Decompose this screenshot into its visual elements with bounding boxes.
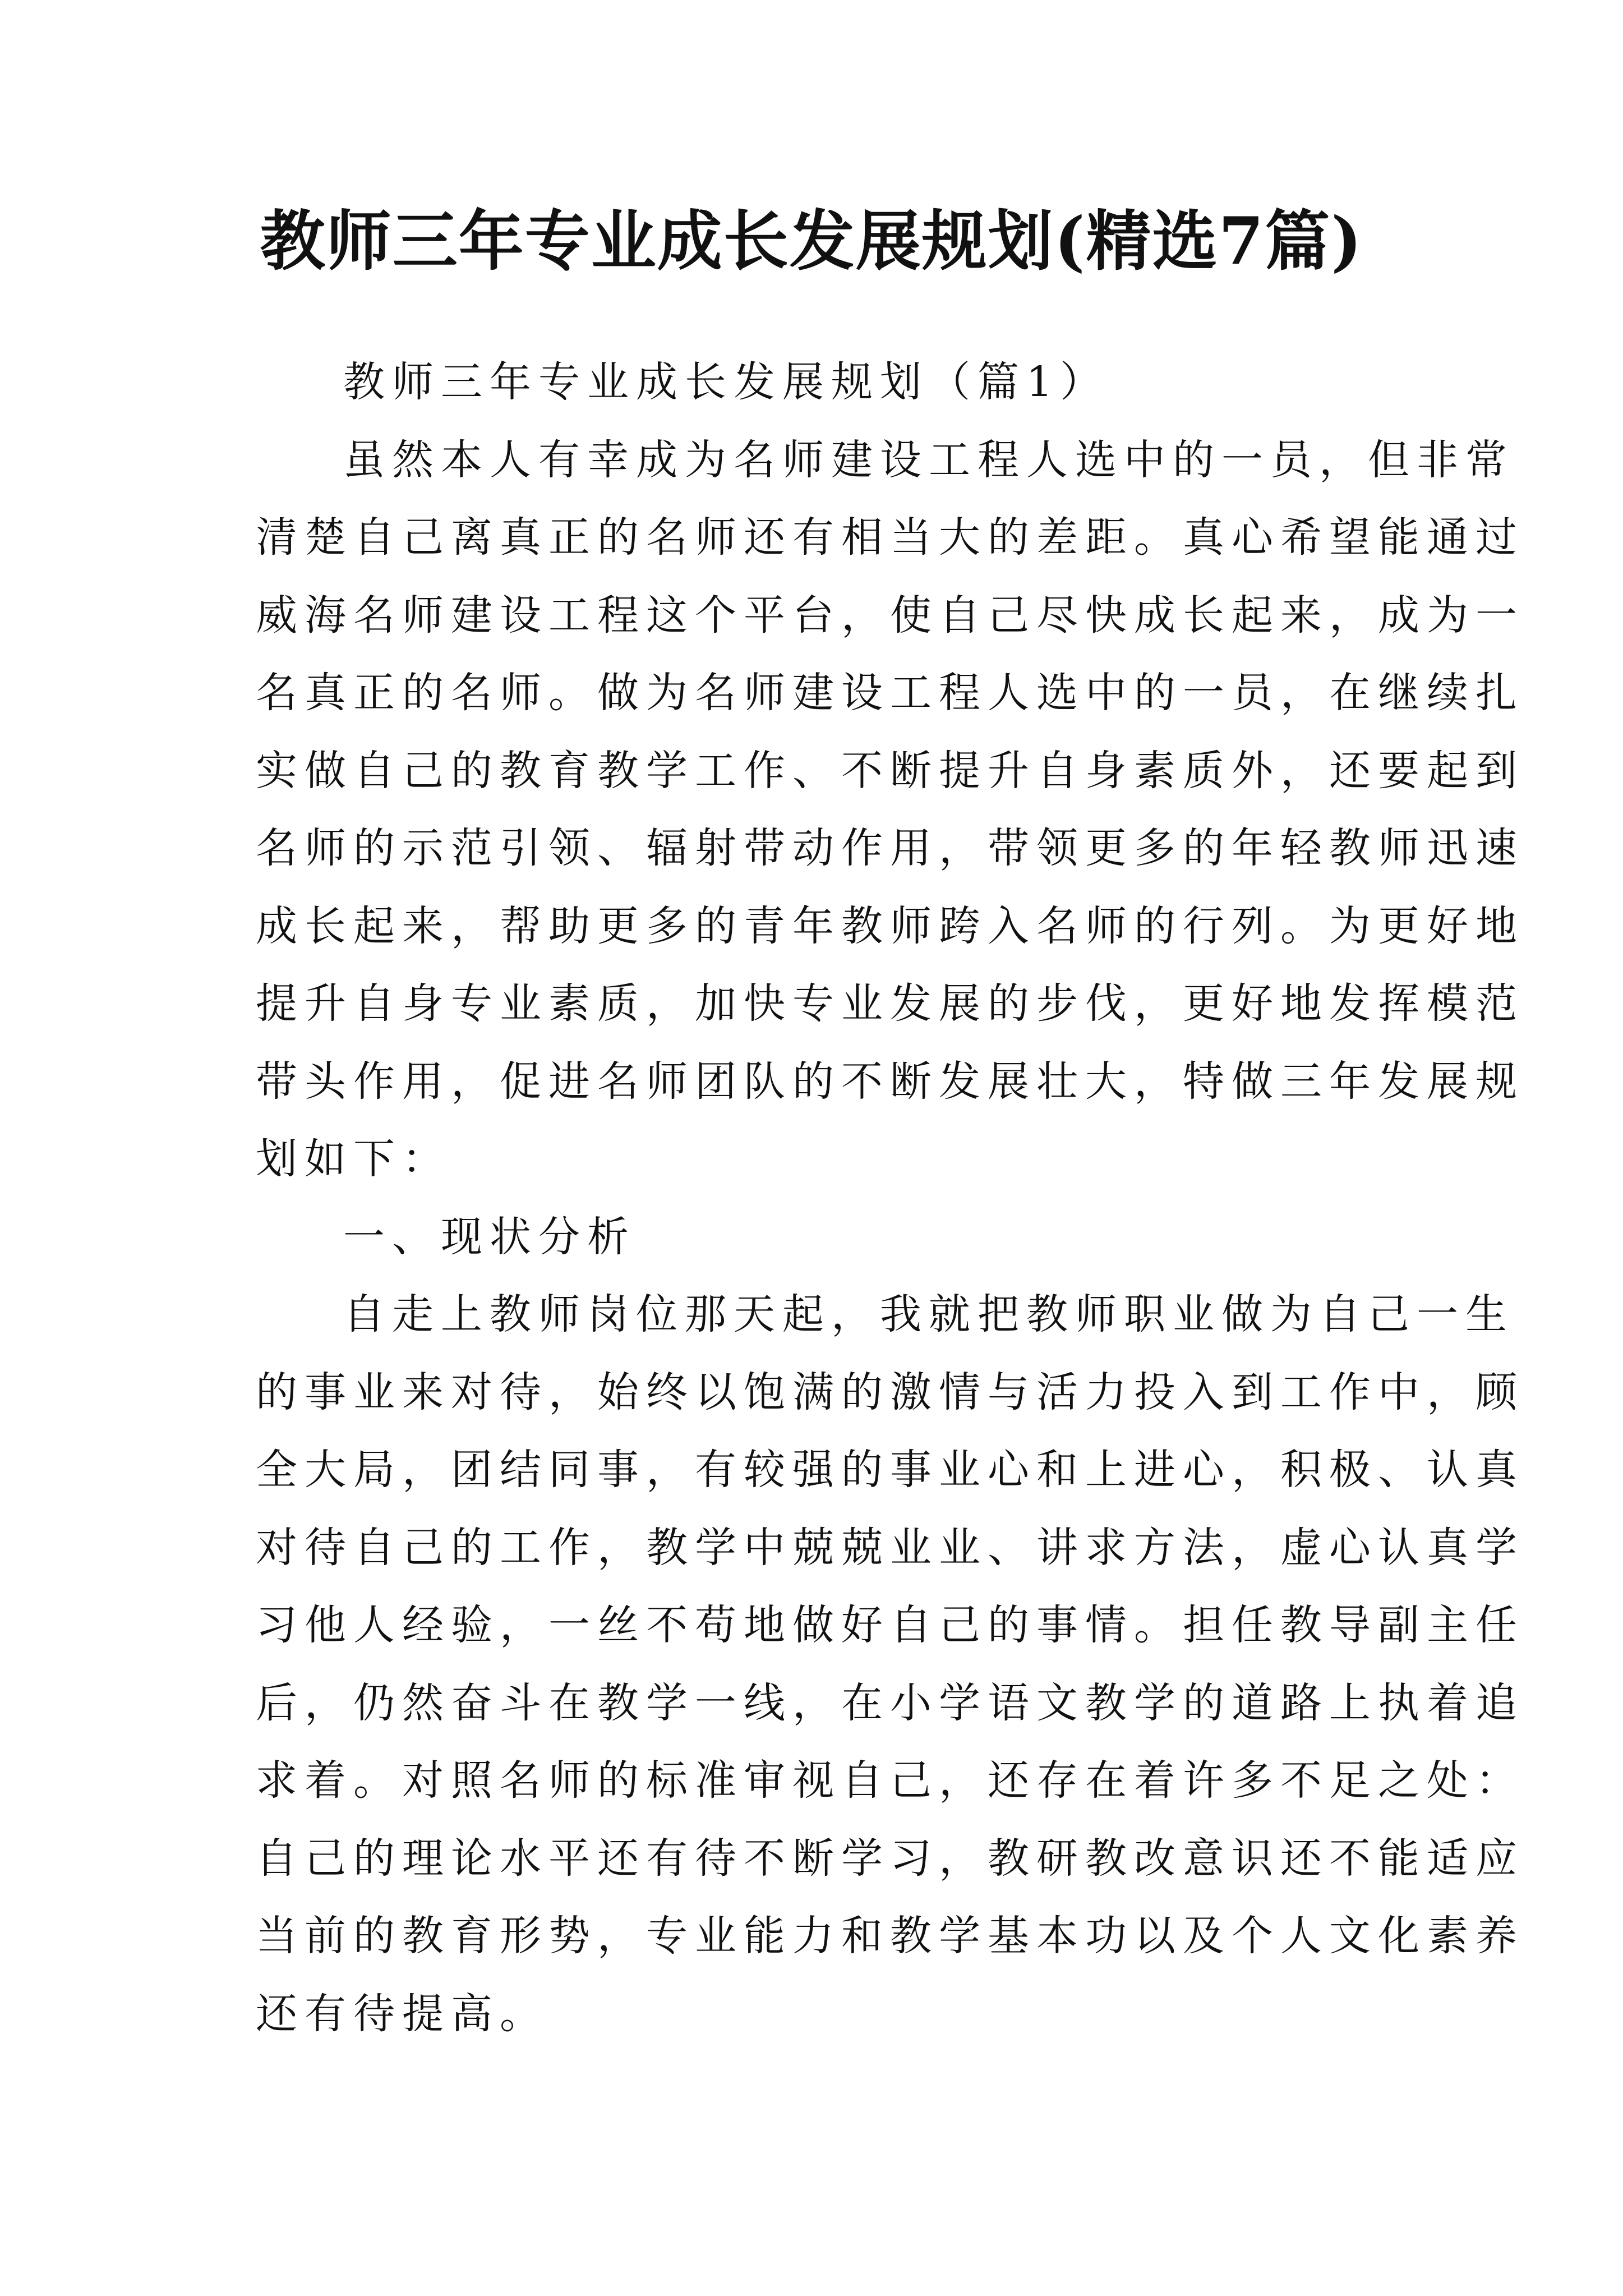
paragraph-line: 自走上教师岗位那天起，我就把教师职业做为自己一生 [343, 1290, 1514, 1338]
paragraph-line: 的事业来对待，始终以饱满的激情与活力投入到工作中，顾 [256, 1368, 1524, 1416]
paragraph-line: 虽然本人有幸成为名师建设工程人选中的一员，但非常 [343, 435, 1514, 484]
paragraph-line: 全大局，团结同事，有较强的事业心和上进心，积极、认真 [256, 1446, 1524, 1494]
paragraph-line: 划如下： [256, 1135, 451, 1183]
section-heading: 教师三年专业成长发展规划（篇1） [343, 358, 1109, 406]
subheading-current-analysis: 一、现状分析 [343, 1212, 636, 1261]
document-body [256, 343, 1524, 2053]
paragraph-line: 当前的教育形势，专业能力和教学基本功以及个人文化素养 [256, 1912, 1524, 1960]
paragraph-line: 习他人经验，一丝不苟地做好自己的事情。担任教导副主任 [256, 1601, 1524, 1649]
paragraph-line: 实做自己的教育教学工作、不断提升自身素质外，还要起到 [256, 746, 1524, 795]
paragraph-line: 带头作用，促进名师团队的不断发展壮大，特做三年发展规 [256, 1057, 1524, 1106]
paragraph-line: 求着。对照名师的标准审视自己，还存在着许多不足之处： [256, 1756, 1524, 1805]
paragraph-line: 成长起来，帮助更多的青年教师跨入名师的行列。为更好地 [256, 901, 1524, 950]
document-title: 教师三年专业成长发展规划(精选7篇) [260, 203, 1363, 279]
paragraph-line: 对待自己的工作，教学中兢兢业业、讲求方法，虚心认真学 [256, 1523, 1524, 1572]
paragraph-line: 清楚自己离真正的名师还有相当大的差距。真心希望能通过 [256, 513, 1524, 562]
paragraph-line: 还有待提高。 [256, 1989, 548, 2038]
paragraph-line: 名师的示范引领、辐射带动作用，带领更多的年轻教师迅速 [256, 824, 1524, 872]
paragraph-line: 后，仍然奋斗在教学一线，在小学语文教学的道路上执着追 [256, 1678, 1524, 1727]
paragraph-line: 自己的理论水平还有待不断学习，教研教改意识还不能适应 [256, 1834, 1524, 1883]
paragraph-line: 名真正的名师。做为名师建设工程人选中的一员，在继续扎 [256, 669, 1524, 717]
paragraph-line: 威海名师建设工程这个平台，使自己尽快成长起来，成为一 [256, 591, 1524, 639]
paragraph-line: 提升自身专业素质，加快专业发展的步伐，更好地发挥模范 [256, 979, 1524, 1028]
